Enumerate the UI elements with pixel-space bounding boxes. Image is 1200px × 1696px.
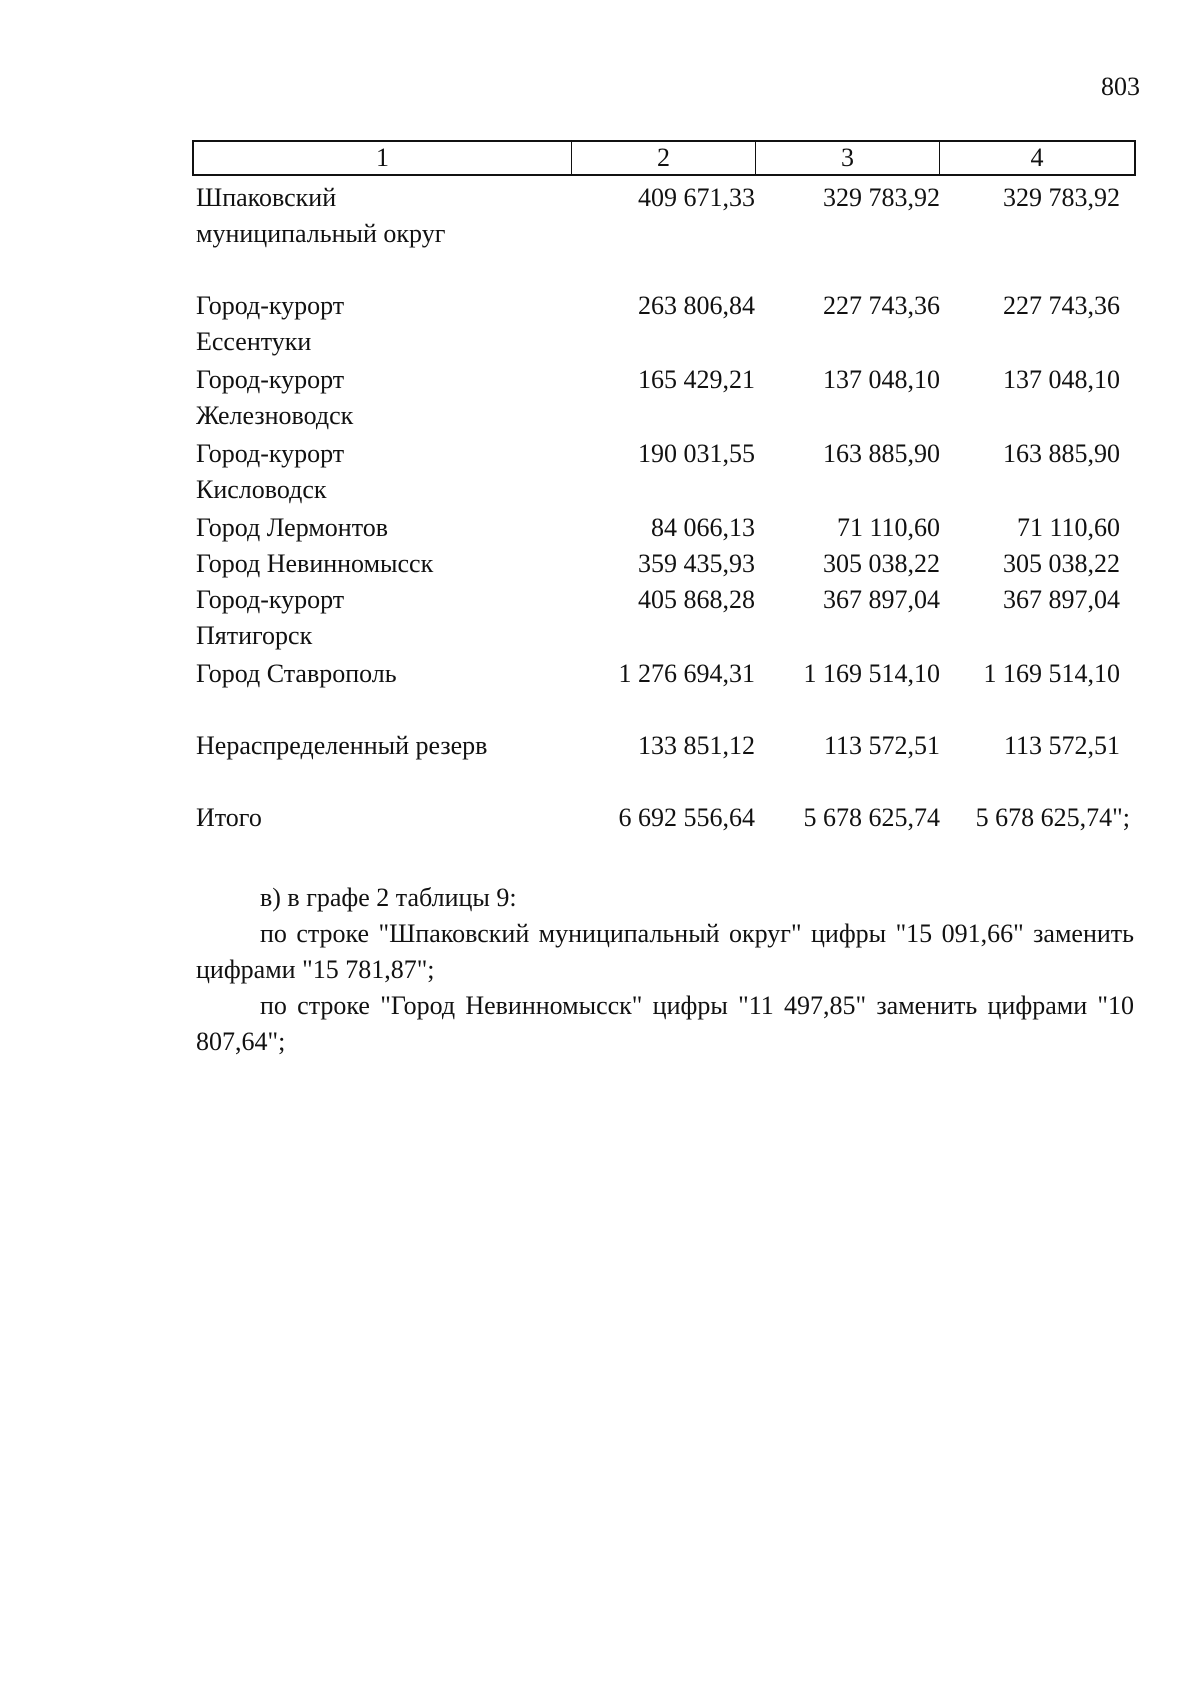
row-col2: 409 671,33 [638,183,755,212]
row-col4: 305 038,22 [1003,549,1120,578]
row-col3: 367 897,04 [823,585,940,614]
row-col3: 329 783,92 [823,183,940,212]
row-col3: 71 110,60 [836,513,940,542]
row-name [196,288,572,360]
row-name: Город Невинномысск [196,549,434,578]
table-row [196,728,1146,764]
row-col4: 5 678 625,74"; [975,803,1130,832]
row-col3: 113 572,51 [823,731,940,760]
row-col2: 359 435,93 [638,549,755,578]
paragraph-heading: в) в графе 2 таблицы 9: [260,883,517,912]
header-cell-4: 4 [1030,143,1044,172]
row-col2: 263 806,84 [638,291,755,320]
table-row [196,362,1146,434]
row-name: Нераспределенный резерв [196,731,488,760]
row-col4: 329 783,92 [1003,183,1120,212]
row-name: Город Лермонтов [196,513,388,542]
row-col3: 137 048,10 [823,365,940,394]
row-name-line: муниципальный округ [196,219,446,248]
row-name [196,362,572,434]
paragraph: по строке "Шпаковский муниципальный округ" цифры "15 091,66" заменить цифрами "15 781,87"; [196,919,1134,984]
table-row [196,436,1146,508]
table-row [196,656,1146,692]
row-name-line: Город-курорт [196,291,345,320]
table-row [196,288,1146,360]
row-col2: 133 851,12 [638,731,755,760]
table-header [192,140,1136,176]
table-body [196,176,1146,836]
table-row [196,546,1146,582]
row-col3: 1 169 514,10 [803,659,940,688]
row-name: Город Ставрополь [196,659,397,688]
row-col4: 1 169 514,10 [983,659,1120,688]
page-number: 803 [1101,72,1140,101]
row-name [196,436,572,508]
row-col3: 163 885,90 [823,439,940,468]
row-col3: 305 038,22 [823,549,940,578]
row-name [196,180,572,252]
row-name-line: Железноводск [196,401,354,430]
row-name-line: Город-курорт [196,585,345,614]
row-col4: 137 048,10 [1003,365,1120,394]
header-cell-3: 3 [756,142,940,174]
header-cell-2: 2 [572,142,756,174]
row-col4: 227 743,36 [1003,291,1120,320]
row-name-line: Кисловодск [196,475,327,504]
row-col2: 1 276 694,31 [618,659,755,688]
row-name-line: Ессентуки [196,327,312,356]
row-name-line: Пятигорск [196,621,313,650]
paragraph: по строке "Город Невинномысск" цифры "11 497,85" заменить цифрами "10 807,64"; [196,991,1134,1056]
row-col3: 5 678 625,74 [803,803,940,832]
table-row [196,180,1146,252]
row-name: Итого [196,803,262,832]
amendment-text [196,880,1134,1060]
row-col4: 367 897,04 [1003,585,1120,614]
row-col2: 405 868,28 [638,585,755,614]
header-cell-1: 1 [194,142,572,174]
row-col4: 113 572,51 [1003,731,1120,760]
table-row-total [196,800,1146,836]
row-col2: 84 066,13 [651,513,755,542]
table-row [196,510,1146,546]
row-name [196,582,572,654]
row-name-line: Шпаковский [196,183,337,212]
row-col4: 71 110,60 [1016,513,1120,542]
row-col4: 163 885,90 [1003,439,1120,468]
row-name-line: Город-курорт [196,439,345,468]
table-row [196,582,1146,654]
row-col2: 190 031,55 [638,439,755,468]
row-col2: 6 692 556,64 [618,803,755,832]
row-col2: 165 429,21 [638,365,755,394]
row-name-line: Город-курорт [196,365,345,394]
row-col3: 227 743,36 [823,291,940,320]
